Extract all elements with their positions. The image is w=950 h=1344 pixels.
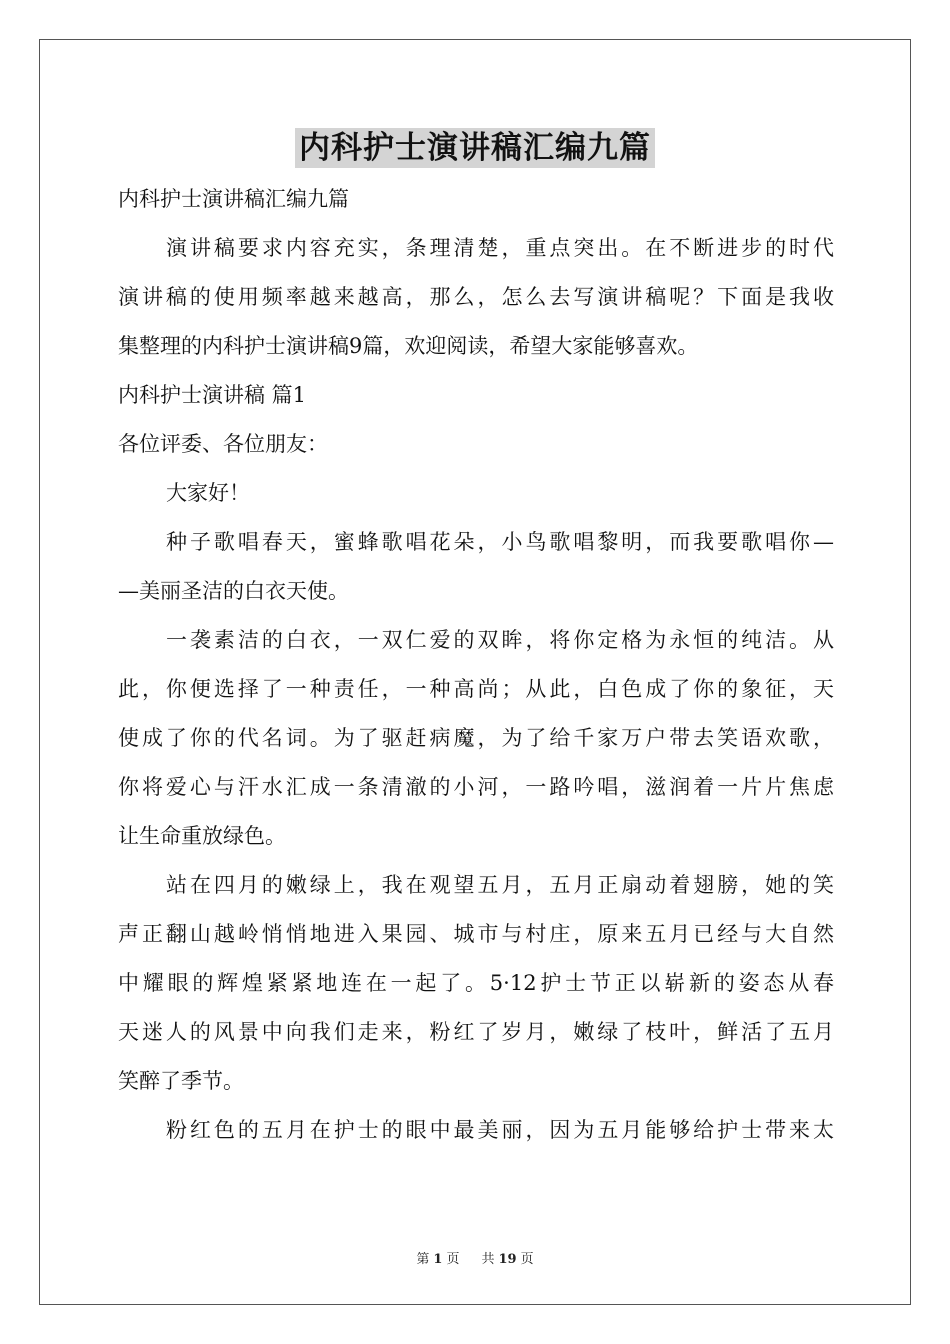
paragraph-7-line: 笑醉了季节。 [118,1069,244,1093]
document-body [118,175,834,1155]
paragraph-1-line: 演讲稿要求内容充实，条理清楚，重点突出。在不断进步的时代 [166,236,834,260]
paragraph-6-line: 此，你便选择了一种责任，一种高尚；从此，白色成了你的象征，天 [118,677,834,701]
total-unit: 页 [520,1252,534,1267]
page-unit: 页 [446,1252,460,1267]
paragraph-6-line: 让生命重放绿色。 [118,824,286,848]
paragraph-7-line: 声正翻山越岭悄悄地进入果园、城市与村庄，原来五月已经与大自然 [118,922,834,946]
paragraph-6-line: 使成了你的代名词。为了驱赶病魔，为了给千家万户带去笑语欢歌， [118,726,834,750]
paragraph-3-line: 各位评委、各位朋友： [118,432,328,456]
paragraph-7-line: 站在四月的嫩绿上，我在观望五月，五月正扇动着翅膀，她的笑 [166,873,834,897]
paragraph-7-line: 中耀眼的辉煌紧紧地连在一起了。5·12护士节正以崭新的姿态从春 [118,971,834,995]
document-subtitle: 内科护士演讲稿汇编九篇 [118,187,349,211]
paragraph-8-line: 粉红色的五月在护士的眼中最美丽，因为五月能够给护士带来太 [166,1118,834,1142]
title-area [0,128,950,168]
paragraph-6-line: 你将爱心与汗水汇成一条清澈的小河，一路吟唱，滋润着一片片焦虑 [118,775,834,799]
page-prefix: 第 [416,1252,430,1267]
paragraph-5-line: 种子歌唱春天，蜜蜂歌唱花朵，小鸟歌唱黎明，而我要歌唱你— [166,530,834,554]
paragraph-7-line: 天迷人的风景中向我们走来，粉红了岁月，嫩绿了枝叶，鲜活了五月 [118,1020,834,1044]
page-footer [0,1248,950,1267]
total-prefix: 共 [481,1252,495,1267]
paragraph-5-line: —美丽圣洁的白衣天使。 [118,579,349,603]
paragraph-4-line: 大家好！ [166,481,250,505]
paragraph-1-line: 集整理的内科护士演讲稿9篇，欢迎阅读，希望大家能够喜欢。 [118,334,699,358]
paragraph-2-line: 内科护士演讲稿 篇1 [118,383,307,407]
page-current: 1 [433,1252,443,1267]
page-total: 19 [498,1252,517,1267]
paragraph-6-line: 一袭素洁的白衣，一双仁爱的双眸，将你定格为永恒的纯洁。从 [166,628,834,652]
paragraph-1-line: 演讲稿的使用频率越来越高，那么，怎么去写演讲稿呢？下面是我收 [118,285,834,309]
document-title: 内科护士演讲稿汇编九篇 [295,128,655,168]
